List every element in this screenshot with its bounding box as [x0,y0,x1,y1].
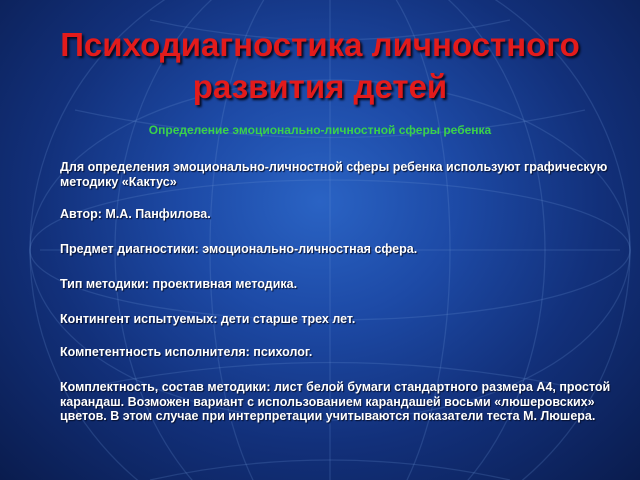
paragraph-diagnostic-subject: Предмет диагностики: эмоционально-личностная сфера. [60,242,418,256]
paragraph-subjects: Контингент испытуемых: дети старше трех лет. [60,312,356,326]
paragraph-competence: Компетентность исполнителя: психолог. [60,345,313,359]
paragraph-materials: Комплектность, состав методики: лист белой бумаги стандартного размера А4, простой карандаш. Возможен вариант с использованием карандашей восьми «люшеровских» цветов. В этом случае при интерпретации учитываются показатели теста М. Люшера. [60,380,611,423]
paragraph-method-intro: Для определения эмоционально-личностной сферы ребенка используют графическую методику «Кактус» [60,160,608,189]
paragraph-author: Автор: М.А. Панфилова. [60,207,211,221]
slide-subtitle: Определение эмоционально-личностной сферы ребенка [148,123,492,137]
paragraph-method-type: Тип методики: проективная методика. [60,277,298,291]
slide-title: Психодиагностика личностного развития детей [60,26,580,105]
